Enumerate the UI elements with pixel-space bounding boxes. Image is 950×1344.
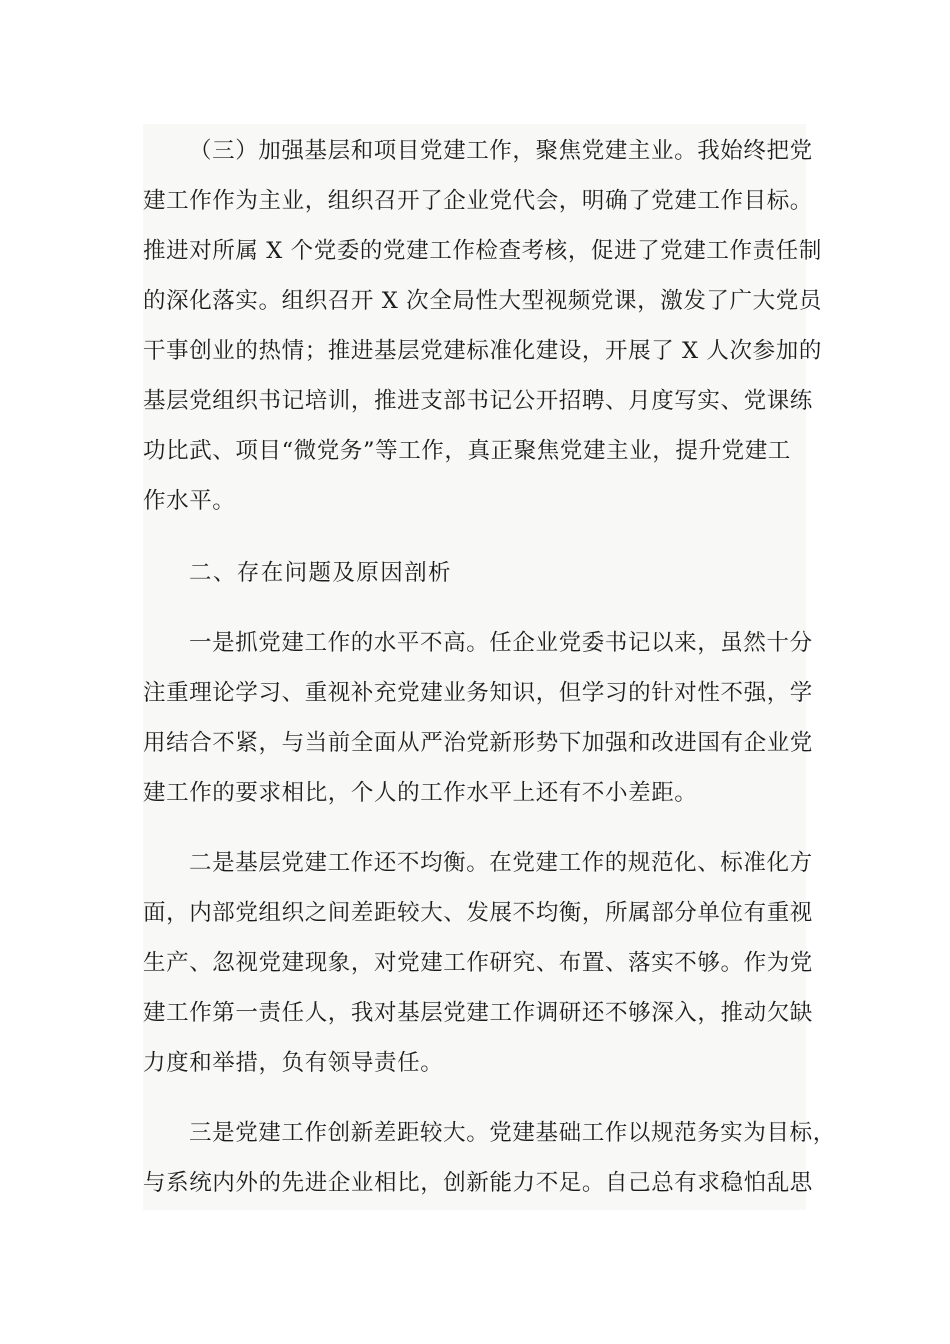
paragraph-line: 建工作作为主业，组织召开了企业党代会，明确了党建工作目标。: [143, 188, 813, 214]
paragraph-line: 二是基层党建工作还不均衡。在党建工作的规范化、标准化方: [189, 850, 813, 876]
paragraph-line: 与系统内外的先进企业相比，创新能力不足。自己总有求稳怕乱思: [143, 1170, 813, 1196]
paragraph-line: 基层党组织书记培训，推进支部书记公开招聘、月度写实、党课练: [143, 388, 813, 414]
paragraph-line: 的深化落实。组织召开 X 次全局性大型视频党课，激发了广大党员: [143, 288, 822, 314]
paragraph-line: 推进对所属 X 个党委的党建工作检查考核，促进了党建工作责任制: [143, 238, 822, 264]
paragraph-line: 用结合不紧，与当前全面从严治党新形势下加强和改进国有企业党: [143, 730, 813, 756]
document-body: [143, 124, 836, 1210]
paragraph-line: 功比武、项目“微党务”等工作，真正聚焦党建主业，提升党建工: [143, 438, 791, 464]
paragraph-line: 作水平。: [143, 488, 236, 514]
paragraph-line: 三是党建工作创新差距较大。党建基础工作以规范务实为目标，: [189, 1120, 836, 1146]
paragraph-line: 生产、忽视党建现象，对党建工作研究、布置、落实不够。作为党: [143, 950, 813, 976]
paragraph-line: 建工作的要求相比，个人的工作水平上还有不小差距。: [143, 780, 698, 806]
paragraph-line: 力度和举措，负有领导责任。: [143, 1050, 444, 1076]
paragraph-line: 一是抓党建工作的水平不高。任企业党委书记以来，虽然十分: [189, 630, 813, 656]
paragraph-line: 面，内部党组织之间差距较大、发展不均衡，所属部分单位有重视: [143, 900, 813, 926]
section-heading: 二、存在问题及原因剖析: [189, 560, 452, 586]
paragraph-line: 建工作第一责任人，我对基层党建工作调研还不够深入，推动欠缺: [143, 1000, 813, 1026]
paragraph-line: 注重理论学习、重视补充党建业务知识，但学习的针对性不强，学: [143, 680, 813, 706]
paragraph-line: （三）加强基层和项目党建工作，聚焦党建主业。我始终把党: [189, 138, 813, 164]
paragraph-line: 干事创业的热情；推进基层党建标准化建设，开展了 X 人次参加的: [143, 338, 822, 364]
